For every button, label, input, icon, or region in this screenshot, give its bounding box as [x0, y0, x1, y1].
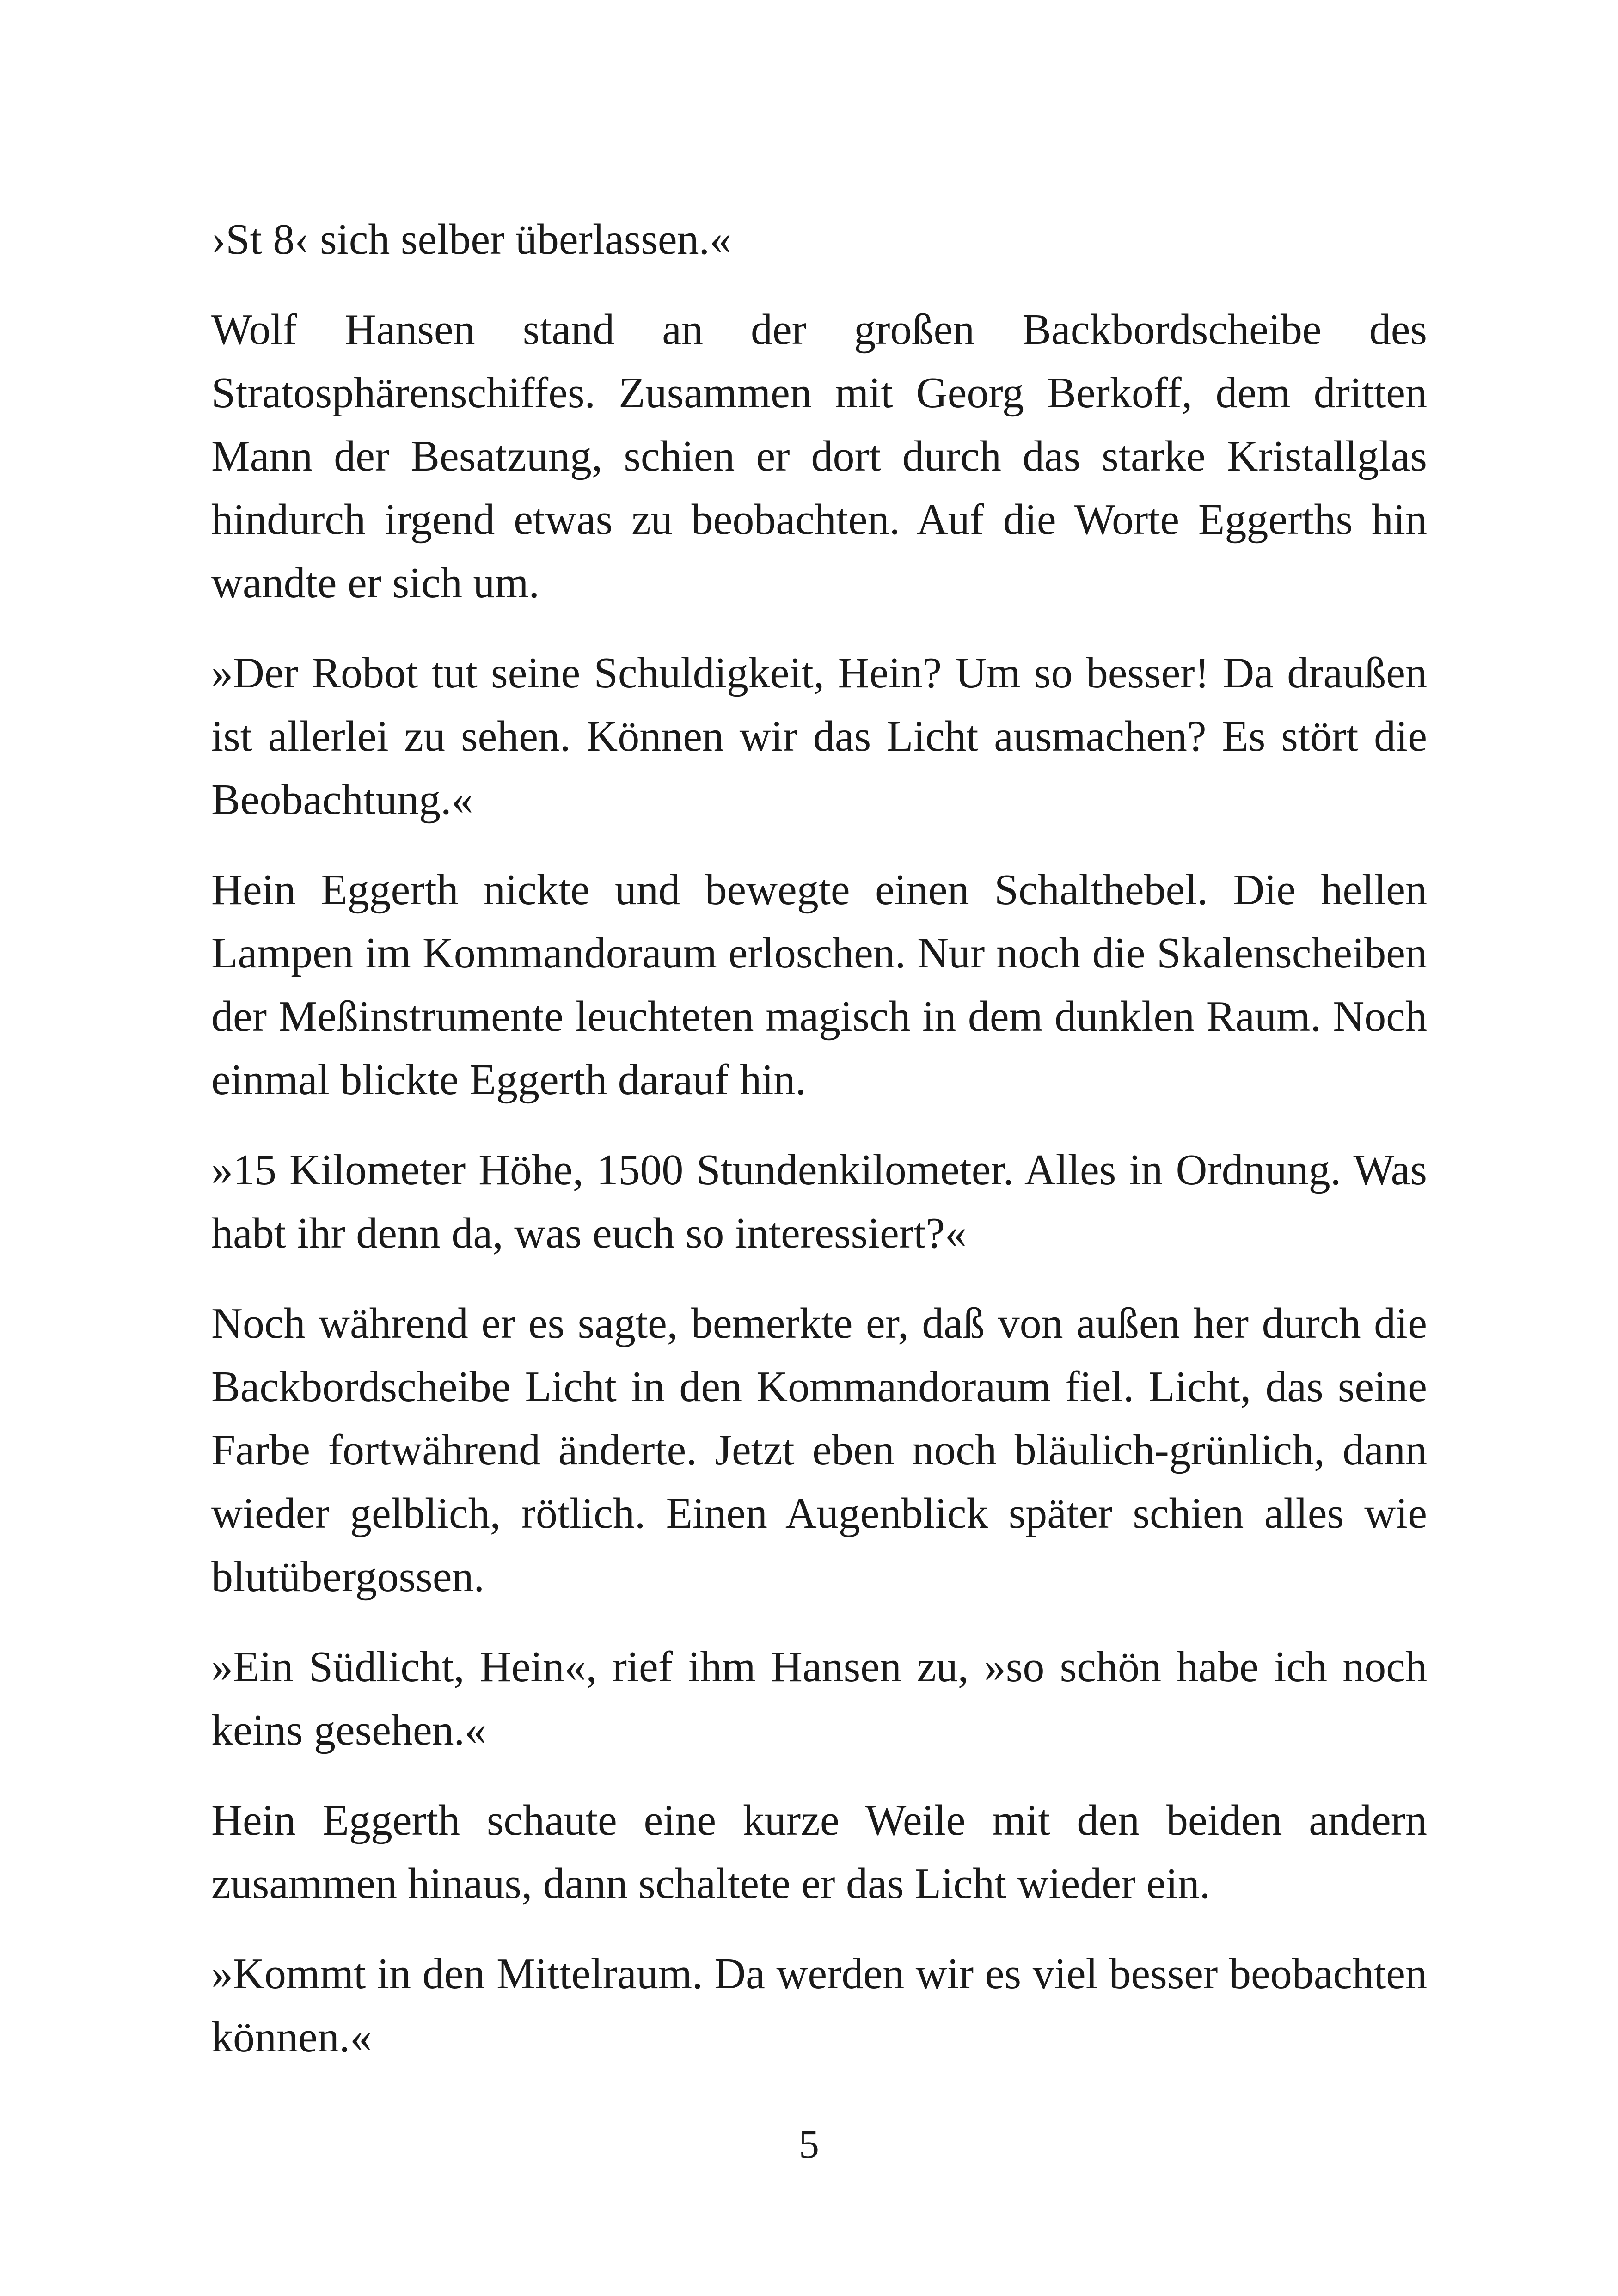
paragraph: Hein Eggerth schaute eine kurze Weile mit den beiden andern zusammen hinaus, dann schaltete er das Licht wieder ein. — [211, 1796, 1427, 1908]
paragraph: »Kommt in den Mittelraum. Da werden wir es viel besser beobachten können.« — [211, 1950, 1427, 2061]
paragraph: »Ein Südlicht, Hein«, rief ihm Hansen zu, »so schön habe ich noch keins gesehen.« — [211, 1643, 1427, 1754]
paragraph: »Der Robot tut seine Schuldigkeit, Hein? Um so besser! Da draußen ist allerlei zu sehen. Können wir das Licht ausmachen? Es stört die Beobachtung.« — [211, 649, 1427, 824]
paragraph: Wolf Hansen stand an der großen Backbordscheibe des Stratosphärenschiffes. Zusammen mit Georg Berkoff, dem dritten Mann der Besatzung, schien er dort durch das starke Kristallglas hindurch irgend etwas zu beobachten. Auf die Worte Eggerths hin wandte er sich um. — [211, 306, 1427, 607]
page-number: 5 — [799, 2122, 819, 2167]
paragraph: »15 Kilometer Höhe, 1500 Stundenkilometer. Alles in Ordnung. Was habt ihr denn da, was euch so interessiert?« — [211, 1146, 1427, 1257]
paragraph: Hein Eggerth nickte und bewegte einen Schalthebel. Die hellen Lampen im Kommandoraum erloschen. Nur noch die Skalenscheiben der Meßinstrumente leuchteten magisch in dem dunklen Raum. Noch einmal blickte Eggerth darauf hin. — [211, 866, 1427, 1104]
paragraph: Noch während er es sagte, bemerkte er, daß von außen her durch die Backbordscheibe Licht in den Kommandoraum fiel. Licht, das seine Farbe fortwährend änderte. Jetzt eben noch bläulich-grünlich, dann wieder gelblich, rötlich. Einen Augenblick später schien alles wie blutübergossen. — [211, 1299, 1427, 1601]
paragraph: ›St 8‹ sich selber überlassen.« — [211, 215, 732, 263]
page-body — [211, 208, 1427, 2096]
